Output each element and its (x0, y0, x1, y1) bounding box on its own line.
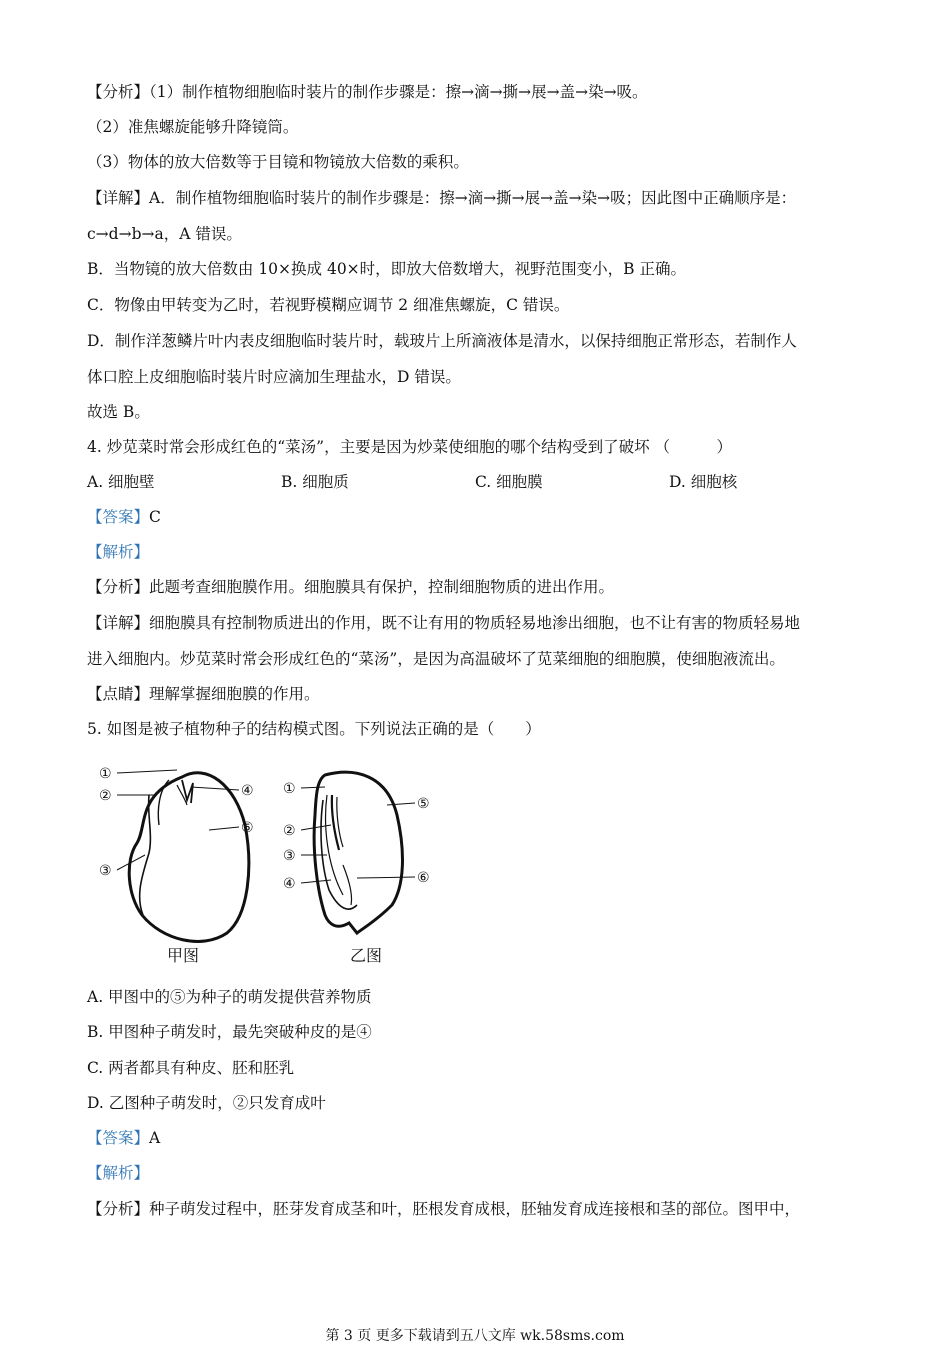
jia-label-1: ① (99, 766, 112, 782)
q5-option-c: C. 两者都具有种皮、胚和胚乳 (87, 1059, 295, 1077)
q4-detail-1: 【详解】细胞膜具有控制物质进出的作用，既不让有用的物质轻易地渗出细胞，也不让有害的物质轻易地 (87, 614, 801, 632)
q4-analysis: 【分析】此题考查细胞膜作用。细胞膜具有保护，控制细胞物质的进出作用。 (87, 578, 615, 596)
q5-analysis-head: 【分析】 (87, 1200, 150, 1218)
q5-answer: 【答案】A (87, 1129, 161, 1147)
q4-option-c: C. 细胞膜 (475, 473, 543, 491)
q5-option-a: A. 甲图中的⑤为种子的萌发提供营养物质 (87, 988, 372, 1006)
q4-dianjing: 【点睛】理解掌握细胞膜的作用。 (87, 685, 320, 703)
q3-analysis-1: 【分析】（1）制作植物细胞临时装片的制作步骤是：擦→滴→撕→展→盖→染→吸。 (87, 83, 648, 101)
q3-analysis-2: （2）准焦螺旋能够升降镜筒。 (87, 118, 299, 136)
yi-label-6: ⑥ (417, 870, 430, 886)
q5-option-b: B. 甲图种子萌发时，最先突破种皮的是④ (87, 1023, 372, 1041)
yi-label-5: ⑤ (417, 796, 430, 812)
bean-seed-jia (129, 773, 249, 942)
q3-choose: 故选 B。 (87, 403, 150, 421)
yi-labels (283, 781, 430, 892)
q4-answer: 【答案】C (87, 508, 161, 526)
jia-caption: 甲图 (167, 946, 200, 965)
q5-option-d: D. 乙图种子萌发时，②只发育成叶 (87, 1094, 326, 1112)
jia-labels (99, 766, 254, 879)
corn-seed-yi (314, 772, 402, 933)
q3-detail-head: 【详解】 (87, 189, 150, 207)
q3-detail-d1: D．制作洋葱鳞片叶内表皮细胞临时装片时，载玻片上所滴液体是清水，以保持细胞正常形态，若制作人 (87, 332, 797, 350)
q3-detail-c: C．物像由甲转变为乙时，若视野模糊应调节 2 细准焦螺旋，C 错误。 (87, 296, 570, 314)
q4-jiexi: 【解析】 (87, 543, 150, 561)
q4-detail-head: 【详解】 (87, 614, 150, 632)
seed-diagram (87, 755, 447, 970)
q5-answer-head: 【答案】 (87, 1129, 150, 1147)
yi-caption: 乙图 (350, 946, 383, 965)
q4-analysis-head: 【分析】 (87, 578, 150, 596)
q4-dianjing-head: 【点睛】 (87, 685, 150, 703)
q4-option-b: B. 细胞质 (281, 473, 349, 491)
yi-label-4: ④ (283, 876, 296, 892)
jia-label-2: ② (99, 788, 112, 804)
q5-jiexi: 【解析】 (87, 1164, 150, 1182)
jia-label-lines (117, 770, 239, 870)
q4-option-a: A. 细胞壁 (87, 473, 155, 491)
seed-structure-figure (87, 755, 447, 970)
yi-label-lines (301, 787, 415, 883)
yi-label-3: ③ (283, 848, 296, 864)
yi-label-1: ① (283, 781, 296, 797)
yi-label-2: ② (283, 823, 296, 839)
q5-analysis: 【分析】种子萌发过程中，胚芽发育成茎和叶，胚根发育成根，胚轴发育成连接根和茎的部位。图甲中， (87, 1200, 801, 1218)
q4-detail-2: 进入细胞内。炒苋菜时常会形成红色的“菜汤”，是因为高温破坏了苋菜细胞的细胞膜，使细胞液流出。 (87, 650, 785, 668)
q5-stem: 5. 如图是被子植物种子的结构模式图。下列说法正确的是（ ） (87, 720, 541, 738)
q4-option-d: D. 细胞核 (669, 473, 738, 491)
q3-analysis-3: （3）物体的放大倍数等于目镜和物镜放大倍数的乘积。 (87, 153, 469, 171)
q3-detail-b: B．当物镜的放大倍数由 10×换成 40×时，即放大倍数增大，视野范围变小，B 正确。 (87, 260, 686, 278)
jia-label-5: ⑤ (241, 820, 254, 836)
jia-label-3: ③ (99, 863, 112, 879)
page-footer: 第 3 页 更多下载请到五八文库 wk.58sms.com (325, 1328, 625, 1344)
q3-detail-d2: 体口腔上皮细胞临时装片时应滴加生理盐水，D 错误。 (87, 368, 461, 386)
q3-detail-a1: 【详解】A．制作植物细胞临时装片的制作步骤是：擦→滴→撕→展→盖→染→吸；因此图中正确顺序是： (87, 189, 797, 207)
q3-analysis-head: 【分析】 (87, 83, 150, 101)
q4-answer-head: 【答案】 (87, 508, 150, 526)
q3-detail-a2: c→d→b→a，A 错误。 (87, 225, 242, 243)
jia-label-4: ④ (241, 783, 254, 799)
q4-stem: 4. 炒苋菜时常会形成红色的“菜汤”，主要是因为炒菜使细胞的哪个结构受到了破坏 （ ） (87, 438, 732, 456)
